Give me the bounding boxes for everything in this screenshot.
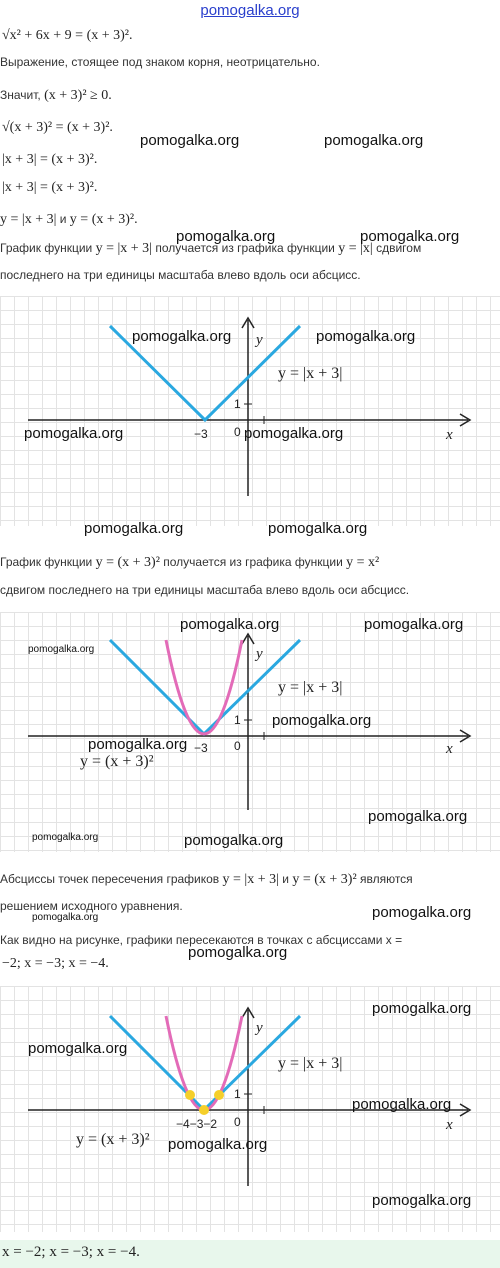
text-fragment: и	[282, 872, 289, 886]
watermark: pomogalka.org	[352, 1096, 452, 1113]
watermark: pomogalka.org	[176, 228, 276, 245]
watermark: pomogalka.org	[28, 644, 95, 655]
zero-label: 0	[234, 425, 241, 439]
watermark: pomogalka.org	[372, 1192, 472, 1209]
zero-label: 0	[234, 739, 241, 753]
watermark: pomogalka.org	[32, 832, 99, 843]
equation-line: √x² + 6x + 9 = (x + 3)².	[2, 28, 133, 43]
watermark: pomogalka.org	[184, 832, 284, 849]
text-line: Как видно на рисунке, графики пересекаются в точках с абсциссами x =	[0, 933, 403, 947]
text-line	[0, 872, 413, 888]
graph-abs	[0, 296, 500, 526]
text-fragment: являются	[359, 872, 413, 886]
text-fragment: Абсциссы точек пересечения графиков	[0, 872, 220, 886]
equation-line: |x + 3| = (x + 3)².	[2, 180, 98, 195]
parabola-graph-line	[166, 1016, 242, 1110]
math-fragment: y = |x|	[338, 241, 373, 256]
y-label: y	[256, 332, 263, 348]
text-line	[0, 88, 112, 104]
watermark: pomogalka.org	[268, 520, 368, 537]
x-label: x	[446, 427, 453, 443]
x-label: x	[446, 741, 453, 757]
text-line	[0, 555, 379, 571]
watermark: pomogalka.org	[272, 712, 372, 729]
minus3-label: −3	[194, 427, 208, 441]
text-line: −2; x = −3; x = −4.	[2, 956, 109, 971]
text-line: сдвигом последнего на три единицы масштаба влево вдоль оси абсцисс.	[0, 583, 410, 597]
parabola-function-label: y = (x + 3)²	[80, 753, 154, 770]
watermark: pomogalka.org	[372, 904, 472, 921]
x-ticks-label: −4−3−2	[176, 1117, 218, 1131]
watermark: pomogalka.org	[364, 616, 464, 633]
parabola-function-label: y = (x + 3)²	[76, 1131, 150, 1148]
text-fragment: Значит,	[0, 88, 41, 102]
text-fragment: получается из графика функции	[155, 241, 335, 255]
math-fragment: y = |x + 3|	[0, 212, 57, 227]
minus3-label: −3	[194, 741, 208, 755]
math-fragment: y = x²	[346, 555, 380, 570]
x-label: x	[446, 1117, 453, 1133]
watermark: pomogalka.org	[372, 1000, 472, 1017]
y-label: y	[256, 646, 263, 662]
text-line: решением исходного уравнения.	[0, 899, 183, 913]
math-fragment: y = |x + 3|	[95, 241, 152, 256]
math-fragment: y = |x + 3|	[222, 872, 279, 887]
abs-function-label: y = |x + 3|	[278, 679, 343, 696]
watermark: pomogalka.org	[180, 616, 280, 633]
parabola-graph-line	[166, 640, 242, 734]
text-line: Выражение, стоящее под знаком корня, неотрицательно.	[0, 55, 320, 69]
answer-box	[0, 1240, 500, 1268]
one-label: 1	[234, 397, 241, 411]
watermark: pomogalka.org	[132, 328, 232, 345]
watermark: pomogalka.org	[32, 912, 99, 923]
equation-line: √(x + 3)² = (x + 3)².	[2, 120, 113, 135]
intersection-point-left	[185, 1090, 195, 1100]
abs-function-label: y = |x + 3|	[278, 1055, 343, 1072]
answer-text: x = −2; x = −3; x = −4.	[2, 1244, 140, 1260]
watermark: pomogalka.org	[188, 944, 288, 961]
text-fragment: сдвигом	[376, 241, 422, 255]
watermark: pomogalka.org	[368, 808, 468, 825]
one-label: 1	[234, 1087, 241, 1101]
watermark: pomogalka.org	[24, 425, 124, 442]
math-fragment: y = (x + 3)²	[95, 555, 160, 570]
text-fragment: График функции	[0, 555, 93, 569]
watermark: pomogalka.org	[324, 132, 424, 149]
watermark: pomogalka.org	[140, 132, 240, 149]
text-fragment: получается из графика функции	[163, 555, 343, 569]
one-label: 1	[234, 713, 241, 727]
equation-line: |x + 3| = (x + 3)².	[2, 152, 98, 167]
function-label: y = |x + 3|	[278, 365, 343, 382]
text-line	[0, 212, 138, 228]
watermark: pomogalka.org	[360, 228, 460, 245]
text-line: последнего на три единицы масштаба влево вдоль оси абсцисс.	[0, 268, 361, 282]
intersection-point-right	[214, 1090, 224, 1100]
graph-abs-svg	[0, 296, 500, 526]
watermark: pomogalka.org	[244, 425, 344, 442]
math-fragment: y = (x + 3)²	[292, 872, 357, 887]
watermark: pomogalka.org	[84, 520, 184, 537]
watermark: pomogalka.org	[88, 736, 188, 753]
intersection-point-vertex	[199, 1105, 209, 1115]
watermark: pomogalka.org	[28, 1040, 128, 1057]
math-fragment: y = (x + 3)².	[69, 212, 138, 227]
y-label: y	[256, 1020, 263, 1036]
watermark: pomogalka.org	[168, 1136, 268, 1153]
zero-label: 0	[234, 1115, 241, 1129]
watermark: pomogalka.org	[316, 328, 416, 345]
text-fragment: График функции	[0, 241, 93, 255]
text-fragment: и	[59, 212, 67, 226]
math-fragment: (x + 3)² ≥ 0.	[44, 88, 112, 103]
abs-graph-line	[110, 1016, 300, 1110]
site-link[interactable]: pomogalka.org	[200, 2, 300, 19]
